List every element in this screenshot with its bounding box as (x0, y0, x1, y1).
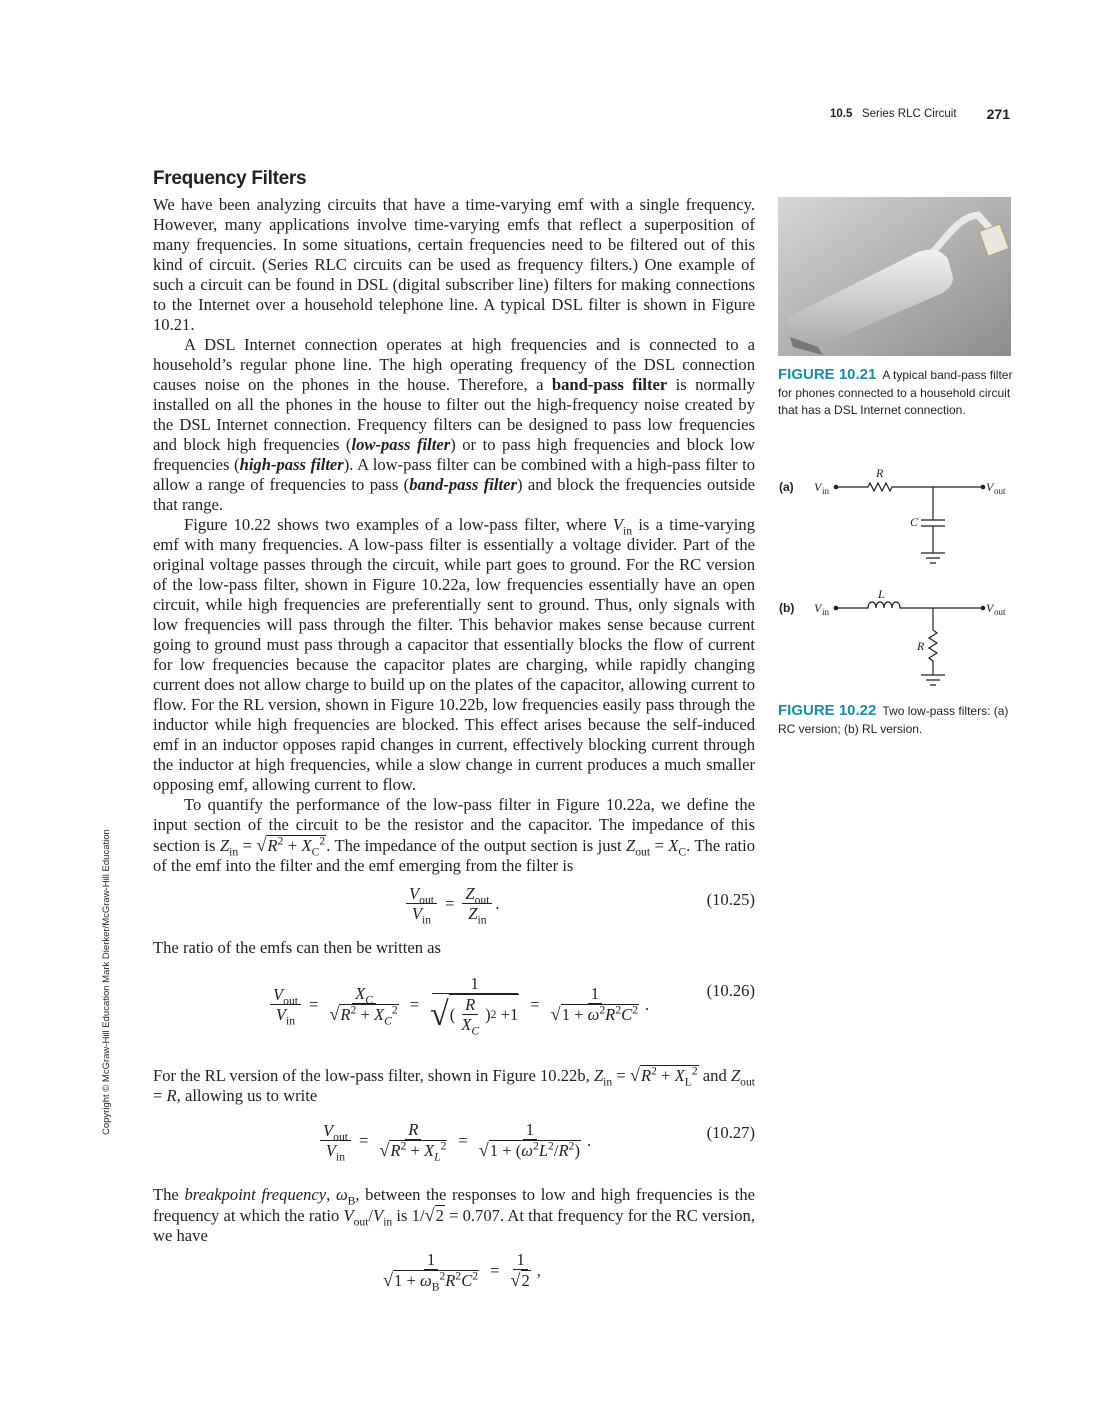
svg-text:R: R (917, 639, 925, 653)
low-pass-filter-circuits (776, 460, 1016, 690)
section-number: 10.5 (830, 108, 853, 120)
figure-label: FIGURE 10.22 (778, 702, 877, 719)
body-text: The ratio of the emfs can then be written as (153, 938, 441, 957)
body-text: The breakpoint frequency, $\omega_B$, between the responses to low and high frequencies is the frequency at which the ratio $V_{out}/V_{in}$ is 1/√2 = 0.707. At that frequency for the RC version, we have (153, 1185, 756, 1245)
dsl-filter-photo (778, 197, 1011, 356)
paragraph: A DSL Internet connection operates at high frequencies and is connected to a household’s regular phone line. The high operating frequency of the DSL connection causes noise on the phones in the house. Therefore, a band-pass filter is normally installed on all the phones in the house to filter out the high-frequency noise created by the DSL Internet connection. Frequency filters can be designed to pass low frequencies and block high frequencies (low-pass filter) or to pass high frequencies and block low frequencies (high-pass filter). A low-pass filter can be combined with a high-pass filter to allow a range of frequencies to pass (band-pass filter) and block the frequencies outside that range. (153, 335, 756, 514)
copyright-notice: Copyright © McGraw-Hill Education Mark Dierker/McGraw-Hill Education (101, 829, 112, 1135)
section-heading: Frequency Filters (153, 168, 307, 189)
svg-text:V: V (814, 601, 822, 615)
paragraph: We have been analyzing circuits that have a time-varying emf with a single frequency. However, many applications involve time-varying emfs that reflect a superposition of many frequencies. In some situations, certain frequencies need to be filtered out of this kind of circuit. (Series RLC circuits can be used as frequency filters.) One example of such a circuit can be found in DSL (digital subscriber line) filters for making connections to the Internet over a household telephone line. A typical DSL filter is shown in Figure 10.21. (153, 195, 755, 334)
body-text (153, 195, 755, 876)
svg-text:V: V (986, 480, 994, 494)
figure-10-21-caption: FIGURE 10.21 A typical band-pass filter for phones connected to a household circuit that has a DSL Internet connection. (778, 366, 1013, 417)
svg-text:out: out (994, 486, 1006, 496)
svg-text:V: V (986, 601, 994, 615)
page-number: 271 (986, 106, 1010, 122)
svg-text:V: V (814, 480, 822, 494)
svg-text:out: out (994, 607, 1006, 617)
equation-number: (10.27) (706, 1123, 755, 1142)
equation-breakpoint: $\frac{1}{√1 + \omega_B^2R^2C^2}$ = $\frac{1}{√2}$ , (383, 1250, 541, 1294)
svg-text:in: in (822, 486, 830, 496)
paragraph: To quantify the performance of the low-pass filter in Figure 10.22a, we define the input section of the circuit to be the resistor and the capacitor. The impedance of this section is $Z_{in} = √R^2 + X_C^2$. The impedance of the output section is just $Z_{out} = X_C$. The ratio of the emf into the filter and the emf emerging from the filter is (153, 795, 756, 875)
equation-number: (10.26) (706, 981, 755, 1000)
svg-text:(a): (a) (779, 480, 794, 494)
paragraph: Figure 10.22 shows two examples of a low-pass filter, where $V_{in}$ is a time-varying emf with many frequencies. A low-pass filter is essentially a voltage divider. Part of the original voltage passes through the circuit, while part goes to ground. For the RC version of the low-pass filter, shown in Figure 10.22a, low frequencies essentially have an open circuit, while high frequencies are preferentially sent to ground. Thus, only signals with low frequencies will pass through the filter. This behavior makes sense because current going to ground must pass through a capacitor that essentially blocks the flow of current for low frequencies because the capacitor plates are charging, while rapidly changing current does not allow charge to build up on the plates of the capacitor, allowing current to flow. For the RL version, shown in Figure 10.22b, low frequencies easily pass through the inductor while high frequencies are blocked. This effect arises because the self-induced emf in an inductor opposes rapid changes in current, effectively blocking current through the inductor at high frequencies, while a slow change in current produces a much smaller opposing emf, allowing current to flow. (153, 515, 756, 794)
svg-text:C: C (910, 515, 919, 529)
section-title: Series RLC Circuit (861, 108, 957, 120)
body-text: For the RL version of the low-pass filter, shown in Figure 10.22b, $Z_{in} = √R^2 + X_L^2$ and $Z_{out} = R$, allowing us to write (153, 1064, 756, 1105)
equation-number: (10.25) (706, 890, 755, 909)
svg-text:in: in (822, 607, 830, 617)
svg-text:(b): (b) (779, 601, 795, 615)
equation-10-26: $\frac{V_{out}}{V_{in}}$ = $\frac{X_C}{√R^2 + X_C^2}$ = 1 √ ( $\frac{R}{X_C}$ ) 2 + 1 = $\frac{1}{√1 + \omega^2R^2C^2}$ . (10.26) (153, 974, 755, 1054)
equation-10-27: $\frac{V_{out}}{V_{in}}$ = $\frac{R}{√R^2 + X_L^2}$ = $\frac{1}{√1 + (\omega^2L^2/R^2)}$ . (10.27) (153, 1120, 755, 1170)
running-head (830, 108, 1010, 120)
figure-label: FIGURE 10.21 (778, 366, 877, 383)
svg-text:L: L (878, 587, 885, 601)
equation-10-25: $\frac{V_{out}}{V_{in}}$ = $\frac{Z_{out}}{Z_{in}}$ . (10.25) (153, 884, 755, 924)
svg-text:R: R (876, 466, 884, 480)
figure-10-22-caption: FIGURE 10.22 Two low-pass filters: (a) RC version; (b) RL version. (778, 702, 1009, 736)
